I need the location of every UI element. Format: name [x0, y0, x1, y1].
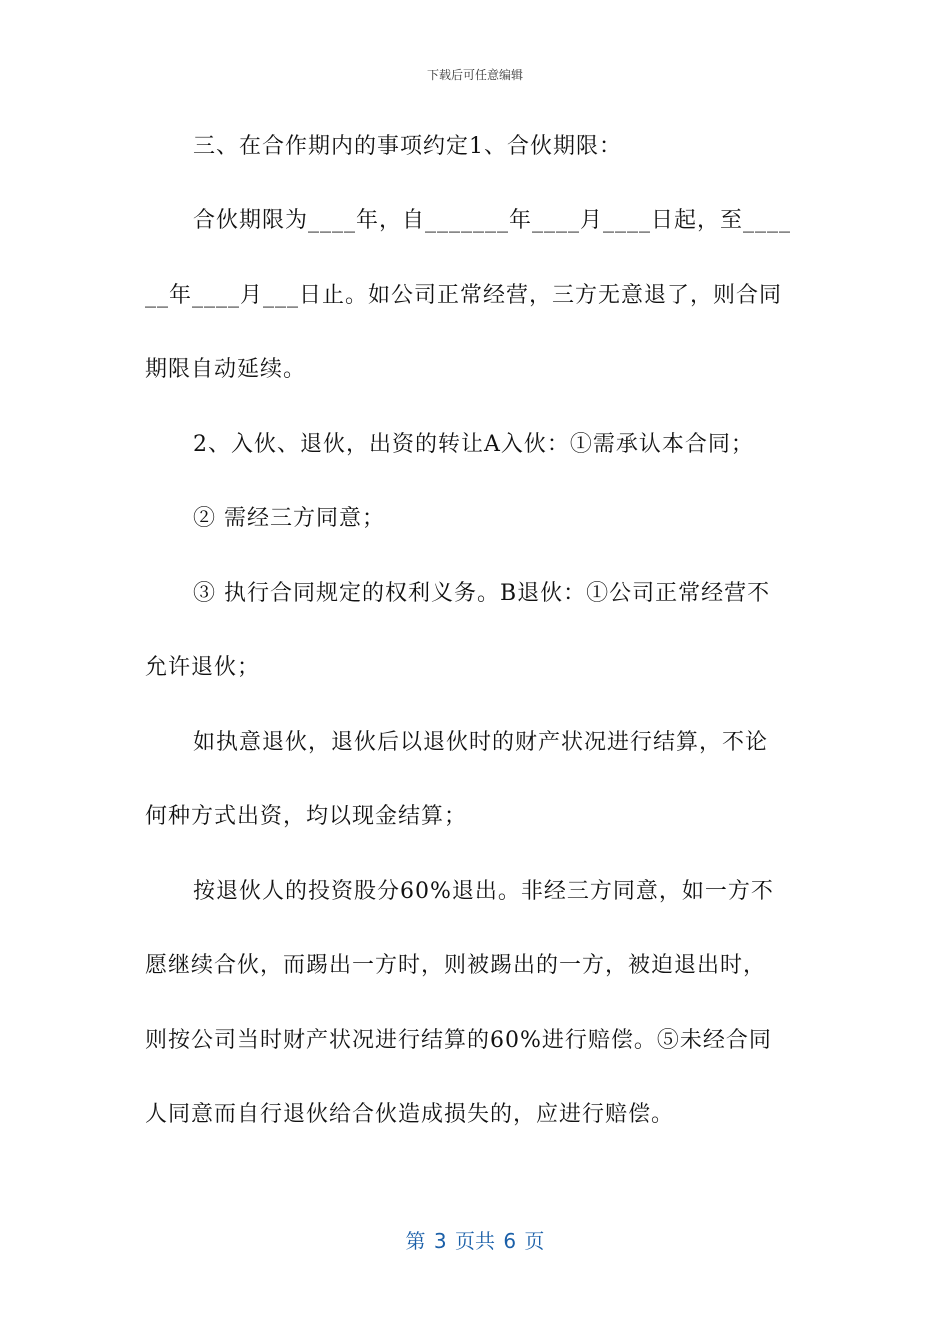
paragraph-line: 何种方式出资，均以现金结算；	[145, 804, 468, 829]
page-number-footer: 第 3 页共 6 页	[405, 1229, 545, 1253]
paragraph-line: __年____月___日止。如公司正常经营，三方无意退了，则合同	[145, 283, 783, 308]
paragraph-line: 三、在合作期内的事项约定1、合伙期限：	[193, 134, 622, 159]
paragraph-line: ③ 执行合同规定的权利义务。B退伙：①公司正常经营不	[193, 581, 771, 606]
paragraph-line: 2、入伙、退伙，出资的转让A入伙：①需承认本合同；	[193, 432, 754, 457]
paragraph-line: 愿继续合伙，而踢出一方时，则被踢出的一方，被迫退出时，	[145, 953, 767, 978]
paragraph-line: 合伙期限为____年，自_______年____月____日起，至____	[193, 208, 792, 233]
paragraph-line: 则按公司当时财产状况进行结算的60%进行赔偿。⑤未经合同	[145, 1028, 772, 1053]
page-header: 下载后可任意编辑	[426, 68, 523, 82]
paragraph-line: 人同意而自行退伙给合伙造成损失的，应进行赔偿。	[145, 1102, 675, 1127]
paragraph-line: ② 需经三方同意；	[193, 506, 385, 531]
paragraph-line: 如执意退伙，退伙后以退伙时的财产状况进行结算，不论	[193, 730, 769, 755]
paragraph-line: 允许退伙；	[145, 655, 261, 680]
paragraph-line: 期限自动延续。	[145, 357, 307, 382]
paragraph-line: 按退伙人的投资股分60%退出。非经三方同意，如一方不	[193, 879, 774, 904]
